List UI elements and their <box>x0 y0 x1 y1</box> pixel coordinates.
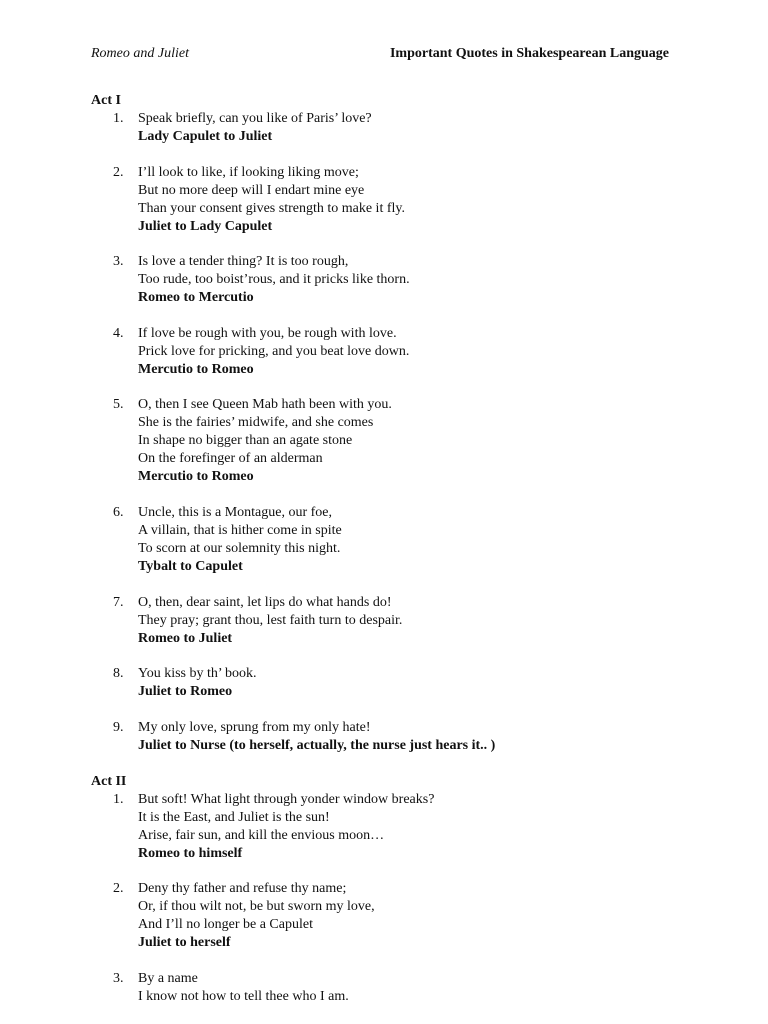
quote-speaker: Mercutio to Romeo <box>138 469 254 485</box>
quote-line: They pray; grant thou, lest faith turn to despair. <box>138 612 403 628</box>
quote-line: I know not how to tell thee who I am. <box>138 988 349 1004</box>
quote-line: Uncle, this is a Montague, our foe, <box>138 504 333 520</box>
quote-item <box>91 791 708 863</box>
quote-line: If love be rough with you, be rough with love. <box>138 325 397 341</box>
quote-speaker: Juliet to Romeo <box>138 684 233 700</box>
quote-line: Speak briefly, can you like of Paris’ love? <box>138 111 372 126</box>
quote-line: Arise, fair sun, and kill the envious moon… <box>138 827 385 843</box>
header-title: Romeo and Juliet <box>91 46 189 61</box>
quote-line: Than your consent gives strength to make it fly. <box>138 200 405 216</box>
quote-number: 3. <box>113 970 124 986</box>
quote-item <box>91 253 708 307</box>
quote-list <box>91 110 708 755</box>
quote-line: O, then, dear saint, let lips do what hands do! <box>138 594 392 610</box>
quote-speaker: Romeo to Juliet <box>138 630 233 646</box>
quote-speaker: Juliet to Lady Capulet <box>138 218 273 234</box>
quote-line: I’ll look to like, if looking liking move; <box>138 164 359 180</box>
quote-item <box>91 396 708 486</box>
quote-line: To scorn at our solemnity this night. <box>138 540 341 556</box>
quote-line: But no more deep will I endart mine eye <box>138 182 365 198</box>
act-heading: Act I <box>91 93 121 108</box>
quote-speaker: Romeo to Mercutio <box>138 290 254 306</box>
quote-speaker: Juliet to Nurse (to herself, actually, the nurse just hears it.. ) <box>138 737 496 753</box>
quote-number: 5. <box>113 397 124 413</box>
quote-item <box>91 719 708 755</box>
quote-number: 1. <box>113 111 124 126</box>
quote-line: And I’ll no longer be a Capulet <box>138 917 313 933</box>
quote-line: By a name <box>138 970 198 986</box>
quote-item <box>91 880 708 952</box>
quote-number: 2. <box>113 164 124 180</box>
quote-line: Prick love for pricking, and you beat love down. <box>138 343 410 359</box>
quote-speaker: Tybalt to Capulet <box>138 558 243 574</box>
quote-item <box>91 164 708 236</box>
quote-speaker: Lady Capulet to Juliet <box>138 129 273 144</box>
quote-line: It is the East, and Juliet is the sun! <box>138 809 330 825</box>
quote-number: 2. <box>113 881 124 897</box>
quote-line: In shape no bigger than an agate stone <box>138 433 353 449</box>
quote-item <box>91 504 708 576</box>
quote-line: A villain, that is hither come in spite <box>138 522 342 538</box>
quote-line: Or, if thou wilt not, be but sworn my love, <box>138 899 375 915</box>
quote-speaker: Juliet to herself <box>138 935 231 951</box>
quote-line: Deny thy father and refuse thy name; <box>138 881 347 897</box>
document-body <box>91 92 708 1006</box>
quote-item <box>91 665 708 701</box>
quote-line: Is love a tender thing? It is too rough, <box>138 254 349 270</box>
page-header <box>91 45 669 65</box>
quote-item <box>91 110 708 146</box>
act-section <box>91 92 708 755</box>
quote-number: 4. <box>113 325 124 341</box>
quote-line: O, then I see Queen Mab hath been with you. <box>138 397 392 413</box>
quote-number: 6. <box>113 504 124 520</box>
quote-line: She is the fairies’ midwife, and she comes <box>138 415 374 431</box>
quote-number: 9. <box>113 719 124 735</box>
quote-line: On the forefinger of an alderman <box>138 451 323 467</box>
quote-item <box>91 325 708 379</box>
quote-item <box>91 970 708 1006</box>
act-section <box>91 773 708 1006</box>
quote-list <box>91 791 708 1006</box>
quote-speaker: Mercutio to Romeo <box>138 361 254 377</box>
quote-line: You kiss by th’ book. <box>138 666 257 682</box>
header-subtitle: Important Quotes in Shakespearean Language <box>389 46 669 61</box>
quote-line: Too rude, too boist’rous, and it pricks like thorn. <box>138 272 410 288</box>
quote-number: 7. <box>113 594 124 610</box>
quote-number: 1. <box>113 791 124 807</box>
quote-item <box>91 594 708 648</box>
quote-number: 8. <box>113 666 124 682</box>
act-heading: Act II <box>91 773 127 789</box>
quote-number: 3. <box>113 254 124 270</box>
quote-speaker: Romeo to himself <box>138 845 243 861</box>
quote-line: My only love, sprung from my only hate! <box>138 719 371 735</box>
quote-line: But soft! What light through yonder window breaks? <box>138 791 435 807</box>
